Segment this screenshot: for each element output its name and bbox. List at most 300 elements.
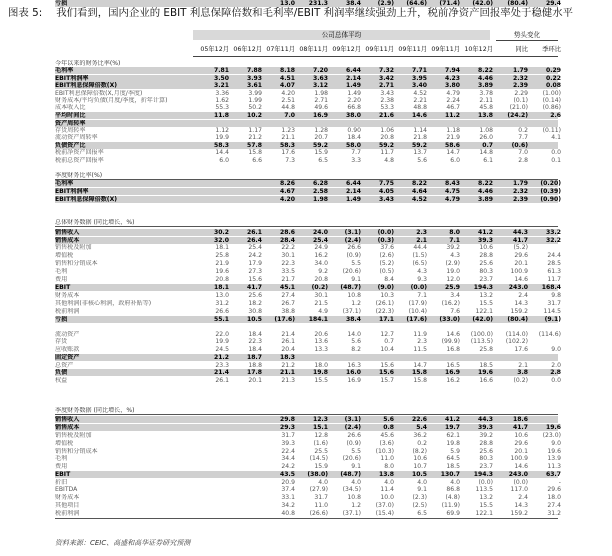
cell-value: 28.5 bbox=[547, 260, 561, 267]
table-row bbox=[55, 149, 561, 156]
cell-value: 25.6 bbox=[479, 448, 493, 455]
cell-value: 11.3 bbox=[547, 463, 561, 470]
column-header: 07年11月 bbox=[266, 46, 295, 53]
cell-value: (0.0) bbox=[410, 284, 427, 291]
cell-value: 22.2 bbox=[281, 244, 295, 251]
cell-value: 17.9 bbox=[248, 260, 262, 267]
cell-value: 4.0 bbox=[318, 479, 328, 486]
cell-value: 41.2 bbox=[444, 416, 460, 423]
cell-value: 29.6 bbox=[514, 440, 528, 447]
cell-value: 5.4 bbox=[416, 424, 427, 431]
cell-value: 8.2 bbox=[351, 346, 361, 353]
cell-value: 20.6 bbox=[314, 331, 328, 338]
cell-value: 21.3 bbox=[281, 377, 295, 384]
cell-value: 4.0 bbox=[351, 479, 361, 486]
cell-value: 1.12 bbox=[215, 127, 229, 134]
cell-value: (0.0) bbox=[478, 479, 493, 486]
cell-value: (0.20) bbox=[540, 180, 561, 187]
cell-value: 2.6 bbox=[550, 112, 561, 119]
row-label: EBITDA bbox=[55, 486, 78, 493]
cell-value: 19.6 bbox=[477, 369, 493, 376]
table-row bbox=[55, 377, 561, 384]
cell-value: 18.5 bbox=[479, 362, 493, 369]
cell-value: 16.0 bbox=[345, 369, 361, 376]
cell-value: 2.29 bbox=[514, 90, 528, 97]
cell-value: 13.8 bbox=[378, 471, 394, 478]
table-row bbox=[55, 284, 561, 291]
row-label: 存货 bbox=[55, 338, 68, 345]
cell-value: 33.1 bbox=[281, 494, 295, 501]
cell-value: 23.3 bbox=[215, 362, 229, 369]
cell-value: 38.0 bbox=[345, 112, 361, 119]
cell-value: (15.4) bbox=[375, 510, 394, 517]
cell-value: (0.86) bbox=[542, 104, 561, 111]
cell-value: (10.4) bbox=[408, 308, 427, 315]
cell-value: 22.4 bbox=[281, 448, 295, 455]
cell-value: (71.4) bbox=[439, 0, 460, 7]
cell-value: 59.2 bbox=[411, 142, 427, 149]
cell-value: 1.99 bbox=[248, 97, 262, 104]
column-header: 10年12月 bbox=[464, 46, 493, 53]
cell-value: 29.4 bbox=[545, 0, 561, 7]
cell-value: 11.8 bbox=[213, 112, 229, 119]
row-label: EBIT利润率 bbox=[55, 188, 89, 195]
cell-value: (5.2) bbox=[513, 244, 528, 251]
table-row bbox=[55, 316, 561, 323]
cell-value: 8.22 bbox=[477, 67, 493, 74]
cell-value: 45.8 bbox=[479, 104, 493, 111]
cell-value: 25.4 bbox=[312, 237, 328, 244]
cell-value: 1.08 bbox=[479, 127, 493, 134]
cell-value: 20.7 bbox=[314, 134, 328, 141]
cell-value: 34.4 bbox=[281, 455, 295, 462]
cell-value: (0.0) bbox=[377, 229, 394, 236]
table-row bbox=[55, 338, 558, 345]
cell-value: 1.49 bbox=[345, 196, 361, 203]
cell-value: (1.5) bbox=[412, 252, 427, 259]
section-rule bbox=[55, 226, 558, 227]
cell-value: 41.2 bbox=[477, 229, 493, 236]
row-label: 应收账款 bbox=[55, 346, 80, 353]
table-bottom-rule bbox=[55, 518, 558, 519]
cell-value: 19.7 bbox=[444, 424, 460, 431]
table-row bbox=[55, 196, 561, 203]
table-row bbox=[55, 308, 561, 315]
column-header: 06年12月 bbox=[233, 46, 262, 53]
row-label: 销售和分销成本 bbox=[55, 260, 98, 267]
cell-value: 26.6 bbox=[347, 244, 361, 251]
cell-value: (26.1) bbox=[375, 300, 394, 307]
cell-value: 29.3 bbox=[279, 424, 295, 431]
row-label: 折旧 bbox=[55, 479, 68, 486]
cell-value: 28.6 bbox=[279, 229, 295, 236]
cell-value: 2.14 bbox=[345, 75, 361, 82]
cell-value: 24.4 bbox=[547, 252, 561, 259]
cell-value: 8.43 bbox=[444, 180, 460, 187]
cell-value: 122.1 bbox=[475, 510, 493, 517]
cell-value: 3.8 bbox=[517, 369, 528, 376]
cell-value: (33.0) bbox=[439, 316, 460, 323]
cell-value: 15.8 bbox=[413, 377, 427, 384]
row-label: 总体财务数据 (同比增长，%) bbox=[55, 219, 135, 226]
cell-value: 3.4 bbox=[450, 292, 460, 299]
table-row bbox=[55, 75, 561, 82]
table-row bbox=[55, 252, 561, 259]
cell-value: 10.5 bbox=[246, 316, 262, 323]
cell-value: 18.1 bbox=[215, 244, 229, 251]
cell-value: 4.1 bbox=[551, 134, 561, 141]
cell-value: (37.1) bbox=[342, 510, 361, 517]
row-label: 今年以来的财务比率(%) bbox=[55, 60, 121, 67]
cell-value: 38.8 bbox=[281, 308, 295, 315]
cell-value: 21.4 bbox=[281, 331, 295, 338]
cell-value: 159.2 bbox=[510, 308, 528, 315]
row-label: 负债 bbox=[55, 369, 68, 376]
cell-value: 0.90 bbox=[347, 127, 361, 134]
table-row bbox=[55, 432, 561, 439]
cell-value: 1.14 bbox=[413, 127, 427, 134]
cell-value: 20.1 bbox=[514, 448, 528, 455]
table-row bbox=[55, 142, 558, 149]
cell-value: 3.61 bbox=[246, 82, 262, 89]
cell-value: 7.94 bbox=[444, 67, 460, 74]
cell-value: 3.78 bbox=[479, 90, 493, 97]
cell-value: 16.2 bbox=[314, 252, 328, 259]
cell-value: 20.1 bbox=[248, 377, 262, 384]
row-label: 费用 bbox=[55, 463, 68, 470]
table-row bbox=[55, 331, 561, 338]
cell-value: 9.1 bbox=[351, 463, 361, 470]
cell-value: 27.3 bbox=[248, 268, 262, 275]
cell-value: 29.6 bbox=[514, 252, 528, 259]
cell-value: 7.81 bbox=[213, 67, 229, 74]
cell-value: (2.3) bbox=[412, 494, 427, 501]
cell-value: 28.8 bbox=[479, 252, 493, 259]
cell-value: 2.32 bbox=[512, 188, 528, 195]
row-label: 毛利 bbox=[55, 455, 68, 462]
cell-value: 12.7 bbox=[380, 331, 394, 338]
cell-value: 3.42 bbox=[378, 75, 394, 82]
cell-value: 9.3 bbox=[417, 276, 427, 283]
cell-value: 7.3 bbox=[285, 157, 295, 164]
cell-value: 39.3 bbox=[477, 424, 493, 431]
cell-value: 3.63 bbox=[312, 75, 328, 82]
cell-value: 16.9 bbox=[312, 112, 328, 119]
row-label: EBIT利息保障倍数(X) bbox=[55, 82, 118, 89]
cell-value: 24.9 bbox=[314, 244, 328, 251]
cell-value: 22.6 bbox=[411, 416, 427, 423]
cell-value: 20.4 bbox=[281, 346, 295, 353]
row-label: 总资产 bbox=[55, 362, 74, 369]
cell-value: 2.71 bbox=[378, 82, 394, 89]
cell-value: 113.5 bbox=[475, 486, 493, 493]
cell-value: 7.75 bbox=[378, 180, 394, 187]
cell-value: 3.21 bbox=[213, 82, 229, 89]
cell-value: (5.2) bbox=[379, 260, 394, 267]
cell-value: 13.2 bbox=[479, 292, 493, 299]
cell-value: 0.1 bbox=[551, 157, 561, 164]
cell-value: 34.0 bbox=[314, 260, 328, 267]
table-row bbox=[55, 157, 561, 164]
cell-value: 11.9 bbox=[413, 331, 427, 338]
cell-value: (80.4) bbox=[507, 316, 528, 323]
cell-value: 18.1 bbox=[213, 284, 229, 291]
cell-value: 16.5 bbox=[446, 362, 460, 369]
cell-value: 10.6 bbox=[514, 432, 528, 439]
cell-value: 7.88 bbox=[246, 67, 262, 74]
cell-value: 21.4 bbox=[213, 369, 229, 376]
cell-value: 9.0 bbox=[551, 440, 561, 447]
cell-value: 9.1 bbox=[351, 276, 361, 283]
cell-value: 31.7 bbox=[314, 494, 328, 501]
table-row bbox=[55, 229, 561, 236]
table-row bbox=[55, 424, 561, 431]
cell-value: 14.8 bbox=[479, 149, 493, 156]
cell-value: (10.3) bbox=[375, 448, 394, 455]
cell-value: 11.5 bbox=[413, 346, 427, 353]
cell-value: 13.9 bbox=[547, 455, 561, 462]
cell-value: 17.6 bbox=[281, 149, 295, 156]
cell-value: (2.5) bbox=[412, 502, 427, 509]
table-row bbox=[55, 127, 561, 134]
cell-value: 7.0 bbox=[284, 112, 295, 119]
cell-value: 4.0 bbox=[450, 479, 460, 486]
cell-value: 18.4 bbox=[248, 346, 262, 353]
cell-value: 25.6 bbox=[248, 292, 262, 299]
cell-value: 34.2 bbox=[281, 502, 295, 509]
cell-value: 3.40 bbox=[411, 82, 427, 89]
cell-value: 6.1 bbox=[483, 157, 493, 164]
cell-value: 21.6 bbox=[378, 112, 394, 119]
row-label: EBIT利息保障倍数(X) bbox=[55, 196, 118, 203]
cell-value: (1.6) bbox=[313, 440, 328, 447]
cell-value: 4.20 bbox=[279, 196, 295, 203]
cell-value: 17.6 bbox=[514, 346, 528, 353]
table-row bbox=[55, 300, 561, 307]
table-row bbox=[55, 354, 558, 361]
cell-value: 46.7 bbox=[446, 104, 460, 111]
cell-value: 26.1 bbox=[215, 377, 229, 384]
cell-value: 6.5 bbox=[417, 510, 427, 517]
cell-value: 38.4 bbox=[345, 316, 361, 323]
cell-value: 1.79 bbox=[512, 180, 528, 187]
cell-value: 18.2 bbox=[248, 300, 262, 307]
cell-value: 100.9 bbox=[510, 455, 528, 462]
cell-value: 18.6 bbox=[512, 416, 528, 423]
cell-value: 1.18 bbox=[446, 127, 460, 134]
cell-value: 12.3 bbox=[312, 416, 328, 423]
cell-value: (0.2) bbox=[513, 377, 528, 384]
cell-value: 21.2 bbox=[281, 362, 295, 369]
cell-value: 14.4 bbox=[215, 149, 229, 156]
cell-value: 4.23 bbox=[444, 75, 460, 82]
section-header bbox=[55, 172, 558, 179]
cell-value: 5.5 bbox=[351, 448, 361, 455]
section-rule bbox=[55, 414, 558, 415]
table-row bbox=[55, 455, 561, 462]
cell-value: (102.2) bbox=[505, 338, 528, 345]
cell-value: (26.6) bbox=[309, 510, 328, 517]
row-label: 税前净资产回报率 bbox=[55, 149, 104, 156]
cell-value: 19.8 bbox=[312, 369, 328, 376]
cell-value: 122.1 bbox=[475, 308, 493, 315]
cell-value: 21.9 bbox=[215, 260, 229, 267]
row-label: 毛利率 bbox=[55, 180, 74, 187]
cell-value: 2.1 bbox=[416, 237, 427, 244]
cell-value: 100.9 bbox=[510, 268, 528, 275]
row-label: 成本收入比 bbox=[55, 104, 86, 111]
row-label: 销售收入 bbox=[55, 229, 80, 236]
cell-value: (20.6) bbox=[342, 455, 361, 462]
cell-value: (11.9) bbox=[441, 502, 460, 509]
cell-value: 0.8 bbox=[383, 424, 394, 431]
table-row bbox=[55, 67, 561, 74]
cell-value: 31.2 bbox=[215, 300, 229, 307]
cell-value: 58.3 bbox=[213, 142, 229, 149]
row-label: 销售税及附加 bbox=[55, 244, 92, 251]
cell-value: 21.1 bbox=[281, 134, 295, 141]
cell-value: 1.28 bbox=[314, 127, 328, 134]
cell-value: 32.2 bbox=[545, 237, 561, 244]
cell-value: 2.4 bbox=[518, 494, 528, 501]
cell-value: 31.7 bbox=[281, 432, 295, 439]
cell-value: 64.5 bbox=[446, 455, 460, 462]
cell-value: 17.8 bbox=[246, 369, 262, 376]
cell-value: (0.9) bbox=[346, 440, 361, 447]
row-label: 毛利 bbox=[55, 268, 68, 275]
cell-value: 1.49 bbox=[347, 90, 361, 97]
cell-value: 33.2 bbox=[545, 229, 561, 236]
row-label: 销售成本 bbox=[55, 237, 80, 244]
cell-value: 159.2 bbox=[510, 510, 528, 517]
cell-value: 8.4 bbox=[384, 276, 394, 283]
cell-value: (48.7) bbox=[340, 471, 361, 478]
cell-value: 53.3 bbox=[380, 104, 394, 111]
table-row bbox=[55, 97, 561, 104]
cell-value: (2.6) bbox=[379, 252, 394, 259]
cell-value: 10.7 bbox=[413, 463, 427, 470]
table-row bbox=[55, 486, 561, 493]
cell-value: (37.0) bbox=[375, 502, 394, 509]
table-row bbox=[55, 260, 561, 267]
cell-value: (3.1) bbox=[344, 416, 361, 423]
cell-value: 29.8 bbox=[279, 416, 295, 423]
cell-value: 11.4 bbox=[380, 486, 394, 493]
cell-value: 14.7 bbox=[413, 362, 427, 369]
cell-value: 2.24 bbox=[446, 97, 460, 104]
cell-value: 0.2 bbox=[417, 440, 427, 447]
cell-value: 243.0 bbox=[508, 284, 528, 291]
cell-value: 3.93 bbox=[246, 75, 262, 82]
cell-value: 26.4 bbox=[246, 237, 262, 244]
cell-value: 2.3 bbox=[417, 338, 427, 345]
cell-value: 4.79 bbox=[446, 90, 460, 97]
row-label: 增值税 bbox=[55, 252, 74, 259]
cell-value: 14.7 bbox=[446, 149, 460, 156]
cell-value: 7.20 bbox=[312, 67, 328, 74]
cell-value: 3.50 bbox=[213, 75, 229, 82]
section-header bbox=[55, 219, 558, 226]
row-label: 财务成本/平均负债(月度/季度，折年计算) bbox=[55, 97, 168, 104]
column-group-header: 公司总体平均 bbox=[193, 30, 490, 40]
cell-value: 3.36 bbox=[215, 90, 229, 97]
cell-value: 23.7 bbox=[479, 276, 493, 283]
cell-value: (0.90) bbox=[540, 196, 561, 203]
cell-value: 66.8 bbox=[347, 104, 361, 111]
cell-value: - bbox=[558, 479, 561, 486]
cell-value: 10.8 bbox=[347, 494, 361, 501]
table-row bbox=[55, 362, 561, 369]
cell-value: 3.99 bbox=[248, 90, 262, 97]
cell-value: 13.2 bbox=[479, 494, 493, 501]
column-header: 09年11月 bbox=[431, 46, 460, 53]
cell-value: 37.6 bbox=[380, 244, 394, 251]
cell-value: (3.6) bbox=[379, 440, 394, 447]
cell-value: 25.9 bbox=[444, 284, 460, 291]
cell-value: 0.0 bbox=[551, 377, 561, 384]
cell-value: 15.6 bbox=[378, 369, 394, 376]
cell-value: 43.5 bbox=[279, 471, 295, 478]
cell-value: 31.2 bbox=[547, 510, 561, 517]
cell-value: (2.4) bbox=[344, 237, 361, 244]
cell-value: 18.5 bbox=[446, 463, 460, 470]
cell-value: 10.2 bbox=[246, 112, 262, 119]
cell-value: 15.9 bbox=[314, 149, 328, 156]
cell-value: 20.8 bbox=[380, 134, 394, 141]
cell-value: 1.2 bbox=[351, 300, 361, 307]
cell-value: 59.2 bbox=[378, 142, 394, 149]
cell-value: 6.0 bbox=[450, 157, 460, 164]
cell-value: 13.0 bbox=[279, 0, 295, 7]
cell-value: 24.0 bbox=[312, 229, 328, 236]
cell-value: (2.9) bbox=[445, 260, 460, 267]
cell-value: 17.1 bbox=[378, 316, 394, 323]
cell-value: 14.0 bbox=[347, 331, 361, 338]
cell-value: (0.39) bbox=[540, 188, 561, 195]
cell-value: 62.1 bbox=[446, 432, 460, 439]
table-row bbox=[55, 134, 561, 141]
cell-value: (14.5) bbox=[309, 455, 328, 462]
cell-value: (0.3) bbox=[377, 237, 394, 244]
row-label: 费用 bbox=[55, 276, 68, 283]
cell-value: 2.58 bbox=[312, 188, 328, 195]
cell-value: 1.98 bbox=[312, 196, 328, 203]
cell-value: 3.43 bbox=[380, 90, 394, 97]
cell-value: 26.1 bbox=[281, 338, 295, 345]
cell-value: 49.6 bbox=[314, 104, 328, 111]
cell-value: 4.52 bbox=[411, 196, 427, 203]
cell-value: 19.9 bbox=[215, 338, 229, 345]
cell-value: 12.8 bbox=[314, 432, 328, 439]
cell-value: 11.0 bbox=[380, 455, 394, 462]
cell-value: 48.8 bbox=[413, 104, 427, 111]
row-label: 销售成本 bbox=[55, 424, 80, 431]
cell-value: 2.3 bbox=[416, 229, 427, 236]
cell-value: 7.1 bbox=[449, 237, 460, 244]
cell-value: 28.8 bbox=[479, 440, 493, 447]
cell-value: (3.1) bbox=[344, 229, 361, 236]
cell-value: 27.4 bbox=[281, 292, 295, 299]
row-label: 增值税 bbox=[55, 440, 74, 447]
cell-value: 8.26 bbox=[279, 180, 295, 187]
cell-value: 20.8 bbox=[215, 276, 229, 283]
cell-value: 19.6 bbox=[545, 424, 561, 431]
cell-value: 19.8 bbox=[446, 440, 460, 447]
cell-value: 9.0 bbox=[551, 346, 561, 353]
cell-value: 2.71 bbox=[314, 97, 328, 104]
cell-value: (42.0) bbox=[472, 0, 493, 7]
cell-value: 33.5 bbox=[281, 268, 295, 275]
